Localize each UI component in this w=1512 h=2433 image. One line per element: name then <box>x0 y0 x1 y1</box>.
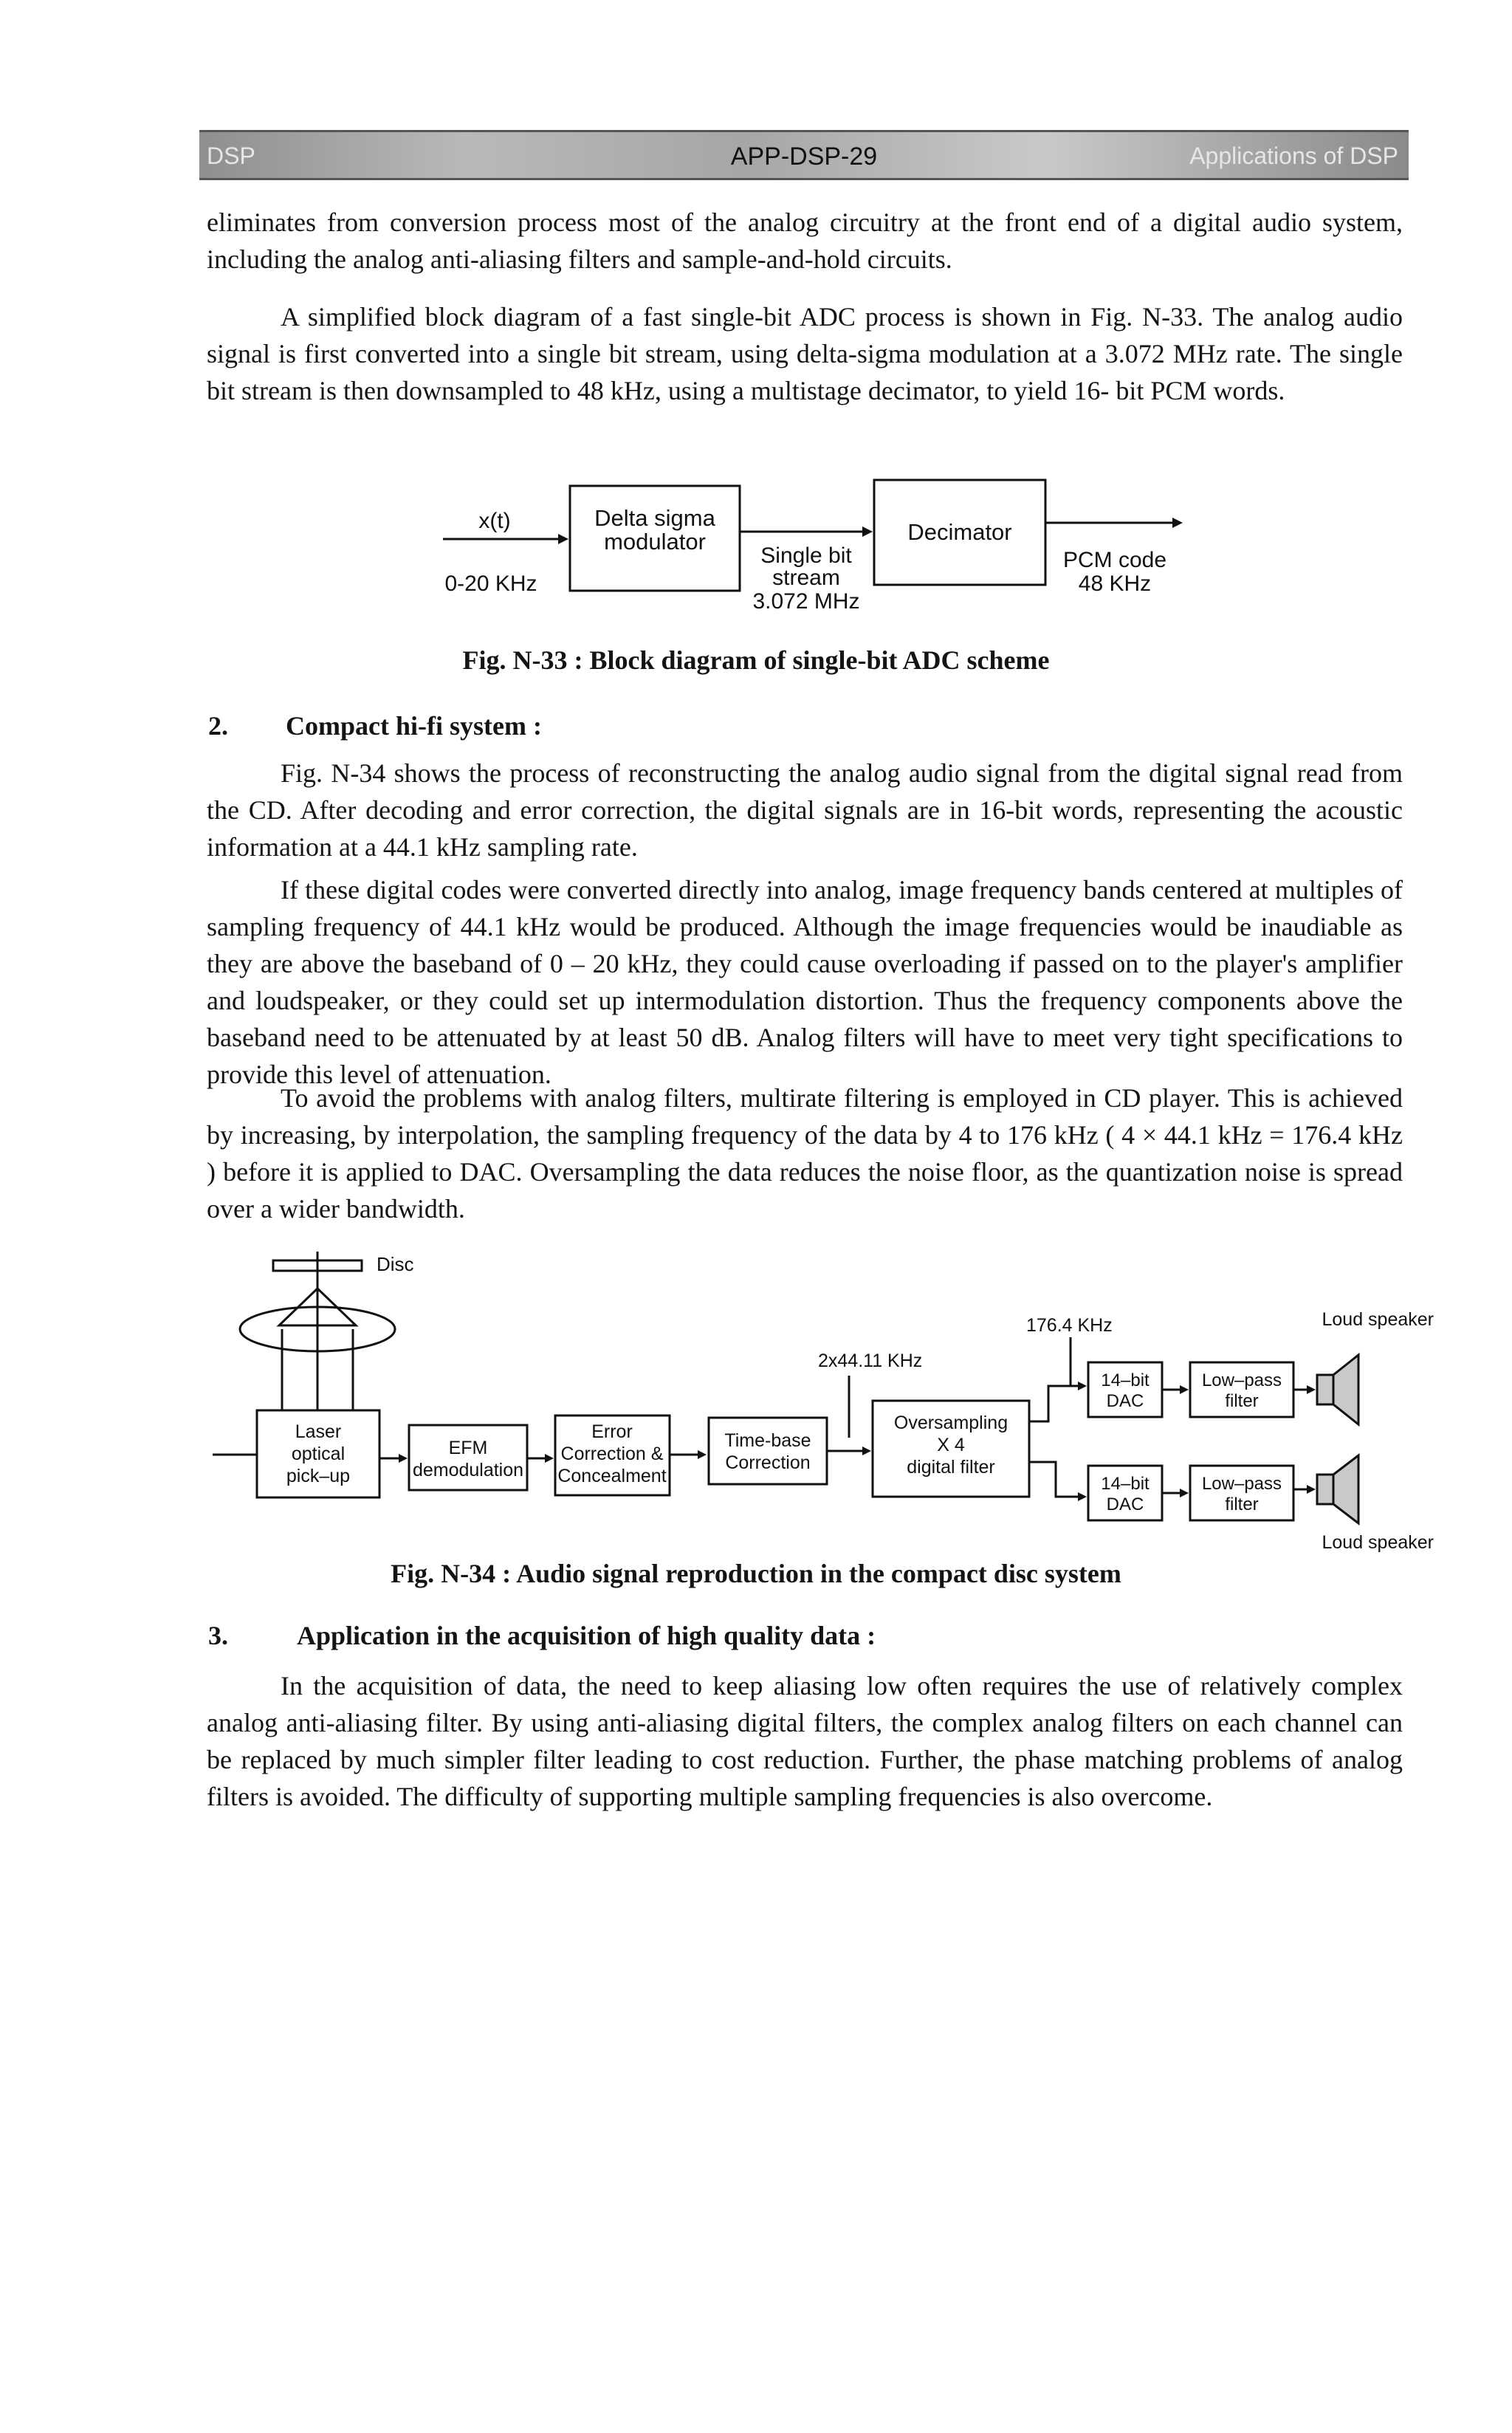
error-line3: Concealment <box>557 1466 667 1486</box>
paragraph-5: To avoid the problems with analog filters, multirate filtering is employed in CD player. This is achieved by increasing, by interpolation, the sampling frequency of the data by 4 to 176 kHz ( 4 × 44.1 kHz = 176.4 kHz ) before it is applied to DAC. Oversampling the data reduces the noise floor, as the quantization noise is spread over a wider bandwidth. <box>207 1083 1403 1224</box>
error-line1: Error <box>591 1421 633 1442</box>
arrow-error-timebase-head <box>698 1450 707 1459</box>
fig33-block1-line1: Delta sigma <box>594 505 715 531</box>
fig33-block1-line2: modulator <box>604 529 706 555</box>
overs-line2: X 4 <box>937 1435 965 1455</box>
dac-upper-line2: DAC <box>1106 1391 1144 1411</box>
upper-branch-wire <box>1029 1386 1079 1421</box>
paragraph-1: eliminates from conversion process most of the analog circuitry at the front end of a digital audio system, including the analog anti-aliasing filters and sample-and-hold circuits. <box>207 207 1403 274</box>
efm-line2: demodulation <box>412 1460 524 1480</box>
laser-line2: optical <box>291 1444 346 1464</box>
overs-line1: Oversampling <box>893 1413 1008 1433</box>
fig34-out-rate-label: 176.4 KHz <box>1026 1315 1113 1336</box>
page-header-bar <box>199 130 1409 180</box>
fig-n33-diagram <box>413 473 1226 628</box>
lpf-upper-line1: Low–pass <box>1201 1370 1282 1390</box>
fig33-mid-arrowhead <box>862 526 873 537</box>
loudspeaker-upper-cone <box>1333 1355 1358 1424</box>
speaker-lower-label: Loud speaker <box>1322 1532 1434 1553</box>
fig33-input-arrowhead <box>558 534 568 544</box>
loudspeaker-upper-icon <box>1317 1375 1333 1404</box>
lower-branch-arrowhead <box>1078 1492 1087 1501</box>
header-page-number: APP-DSP-29 <box>730 143 878 171</box>
paragraph-2: A simplified block diagram of a fast single-bit ADC process is shown in Fig. N-33. The analog audio signal is first converted into a single bit stream, using delta-sigma modulation at a 3.072 MHz rate. The single bit stream is then downsampled to 48 kHz, using a multistage decimator, to yield 16- bit PCM words. <box>207 302 1403 405</box>
efm-line1: EFM <box>448 1438 488 1458</box>
fig-n34-diagram <box>199 1244 1440 1554</box>
section-2-number: 2. <box>208 711 228 741</box>
timebase-line1: Time-base <box>724 1430 811 1451</box>
dac-lower-line2: DAC <box>1106 1495 1144 1514</box>
fig33-mid-line1: Single bit <box>760 543 852 568</box>
loudspeaker-lower-cone <box>1333 1455 1358 1523</box>
lpf-lower-line1: Low–pass <box>1201 1474 1282 1494</box>
lower-branch-wire <box>1029 1462 1079 1497</box>
speaker-upper-label: Loud speaker <box>1322 1309 1434 1330</box>
dac-lower-line1: 14–bit <box>1101 1474 1150 1494</box>
fig-n34-caption: Fig. N-34 : Audio signal reproduction in the compact disc system <box>391 1559 1121 1588</box>
arrow-lpf-speaker-upper-head <box>1307 1385 1316 1394</box>
section-3-number: 3. <box>208 1621 228 1650</box>
arrow-timebase-overs-head <box>862 1447 871 1455</box>
fig33-mid-line3: 3.072 MHz <box>752 589 860 614</box>
upper-branch-arrowhead <box>1078 1382 1087 1390</box>
lpf-lower-line2: filter <box>1225 1495 1259 1514</box>
section-3-title: Application in the acquisition of high quality data : <box>297 1621 876 1650</box>
arrow-dac-lpf-upper-head <box>1180 1385 1189 1394</box>
fig33-mid-line2: stream <box>772 566 840 590</box>
paragraph-4: If these digital codes were converted directly into analog, image frequency bands centered at multiples of sampling frequency of 44.1 kHz would be produced. Although the image frequencies would be inaudiable as they are above the baseband of 0 – 20 kHz, they could cause overloading if passed on to the player's amplifier and loudspeaker, or they could set up intermodulation distortion. Thus the frequency components above the baseband need to be attenuated by at least 50 dB. Analog filters will have to meet very tight specifications to provide this level of attenuation. <box>207 875 1403 1089</box>
error-line2: Correction & <box>560 1444 664 1464</box>
fig33-input-label: x(t) <box>478 509 511 533</box>
arrow-laser-efm-head <box>399 1454 408 1463</box>
arrow-lpf-speaker-lower-head <box>1307 1485 1316 1494</box>
paragraph-6: In the acquisition of data, the need to keep aliasing low often requires the use of relatively complex analog anti-aliasing filter. By using anti-aliasing digital filters, the complex analog filters on each channel can be replaced by much simpler filter leading to cost reduction. Further, the phase matching problems of analog filters is avoided. The difficulty of supporting multiple sampling frequencies is also overcome. <box>207 1671 1403 1811</box>
fig33-output-line1: PCM code <box>1062 548 1167 572</box>
lpf-upper-line2: filter <box>1225 1391 1259 1411</box>
arrow-efm-error-head <box>545 1454 554 1463</box>
fig33-input-range: 0-20 KHz <box>444 572 537 596</box>
laser-line3: pick–up <box>286 1466 351 1486</box>
arrow-dac-lpf-lower-head <box>1180 1489 1189 1497</box>
timebase-line2: Correction <box>725 1452 811 1473</box>
paragraph-3: Fig. N-34 shows the process of reconstructing the analog audio signal from the digital signal read from the CD. After decoding and error correction, the digital signals are in 16-bit words, representing the acoustic information at a 44.1 kHz sampling rate. <box>207 758 1403 862</box>
section-3-heading <box>208 1620 876 1651</box>
overs-line3: digital filter <box>907 1457 995 1478</box>
timebase-correction-block <box>709 1418 827 1484</box>
header-left-label: DSP <box>207 143 255 169</box>
section-2-heading <box>208 710 542 741</box>
fig-n33-caption: Fig. N-33 : Block diagram of single-bit ADC scheme <box>462 645 1050 675</box>
section-2-title: Compact hi-fi system : <box>286 711 542 741</box>
loudspeaker-lower-icon <box>1317 1475 1333 1504</box>
fig34-disc-label: Disc <box>377 1253 414 1275</box>
header-right-label: Applications of DSP <box>1189 143 1398 169</box>
fig33-output-arrowhead <box>1172 518 1183 528</box>
fig34-rate-label: 2x44.11 KHz <box>818 1351 923 1371</box>
fig33-block2-label: Decimator <box>907 519 1012 545</box>
laser-line1: Laser <box>295 1421 342 1442</box>
dac-upper-line1: 14–bit <box>1101 1370 1150 1390</box>
fig33-output-line2: 48 KHz <box>1078 572 1152 596</box>
